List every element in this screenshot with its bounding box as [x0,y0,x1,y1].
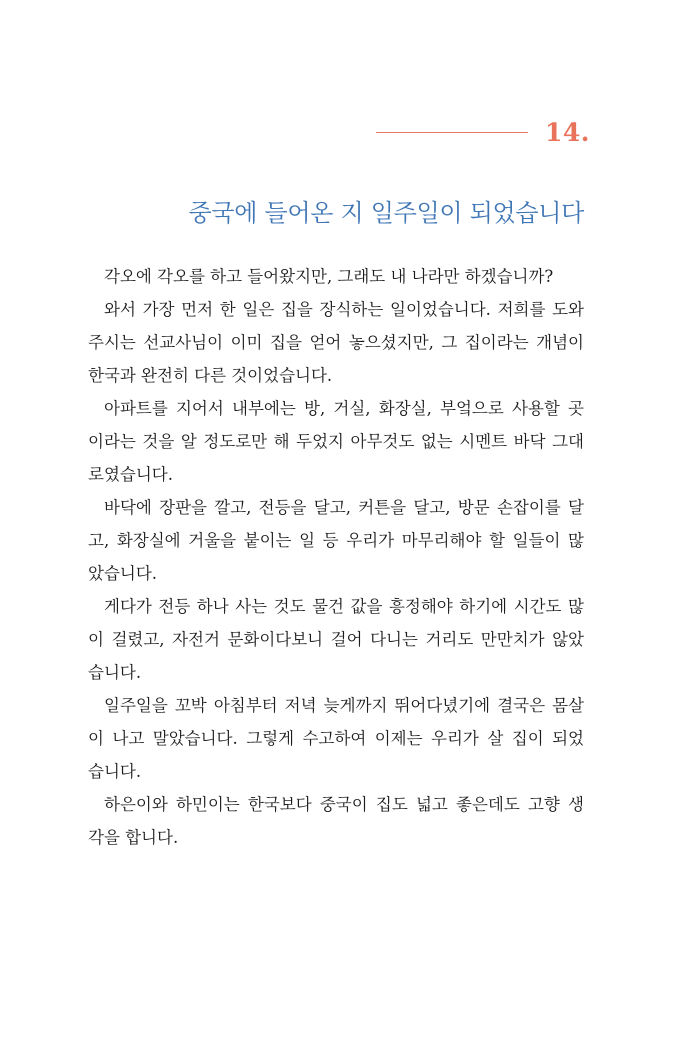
text-line: 았습니다. [88,564,158,583]
text-line: 각을 합니다. [88,828,179,847]
paragraph-1 [88,260,584,293]
text-line: 바닥에 장판을 깔고, 전등을 달고, 커튼을 달고, 방문 손잡이를 달 [104,498,584,517]
text-line: 각오에 각오를 하고 들어왔지만, 그래도 내 나라만 하겠습니까? [104,267,554,286]
text-line: 로였습니다. [88,465,173,484]
text-line: 이라는 것을 알 정도로만 해 두었지 아무것도 없는 시멘트 바닥 그대 [88,432,584,451]
body-text [88,260,584,854]
paragraph-2 [88,293,584,392]
chapter-divider-line [376,132,528,133]
text-line: 이 걸렸고, 자전거 문화이다보니 걸어 다니는 거리도 만만치가 않았 [88,630,584,649]
text-line: 일주일을 꼬박 아침부터 저녁 늦게까지 뛰어다녔기에 결국은 몸살 [104,696,584,715]
text-line: 와서 가장 먼저 한 일은 집을 장식하는 일이었습니다. 저희를 도와 [104,300,584,319]
chapter-title: 중국에 들어온 지 일주일이 되었습니다 [188,199,584,227]
text-line: 한국과 완전히 다른 것이었습니다. [88,366,333,385]
text-line: 하은이와 하민이는 한국보다 중국이 집도 넓고 좋은데도 고향 생 [104,795,584,814]
paragraph-4 [88,491,584,590]
paragraph-5 [88,590,584,689]
text-line: 아파트를 지어서 내부에는 방, 거실, 화장실, 부엌으로 사용할 곳 [104,399,584,418]
text-line: 습니다. [88,663,142,682]
text-line: 고, 화장실에 거울을 붙이는 일 등 우리가 마무리해야 할 일들이 많 [88,531,584,550]
text-line: 이 나고 말았습니다. 그렇게 수고하여 이제는 우리가 살 집이 되었 [88,729,584,748]
paragraph-6 [88,689,584,788]
paragraph-3 [88,392,584,491]
text-line: 주시는 선교사님이 이미 집을 얻어 놓으셨지만, 그 집이라는 개념이 [88,333,584,352]
paragraph-7 [88,788,584,854]
text-line: 습니다. [88,762,142,781]
text-line: 게다가 전등 하나 사는 것도 물건 값을 흥정해야 하기에 시간도 많 [104,597,584,616]
chapter-number: 14. [545,118,590,147]
